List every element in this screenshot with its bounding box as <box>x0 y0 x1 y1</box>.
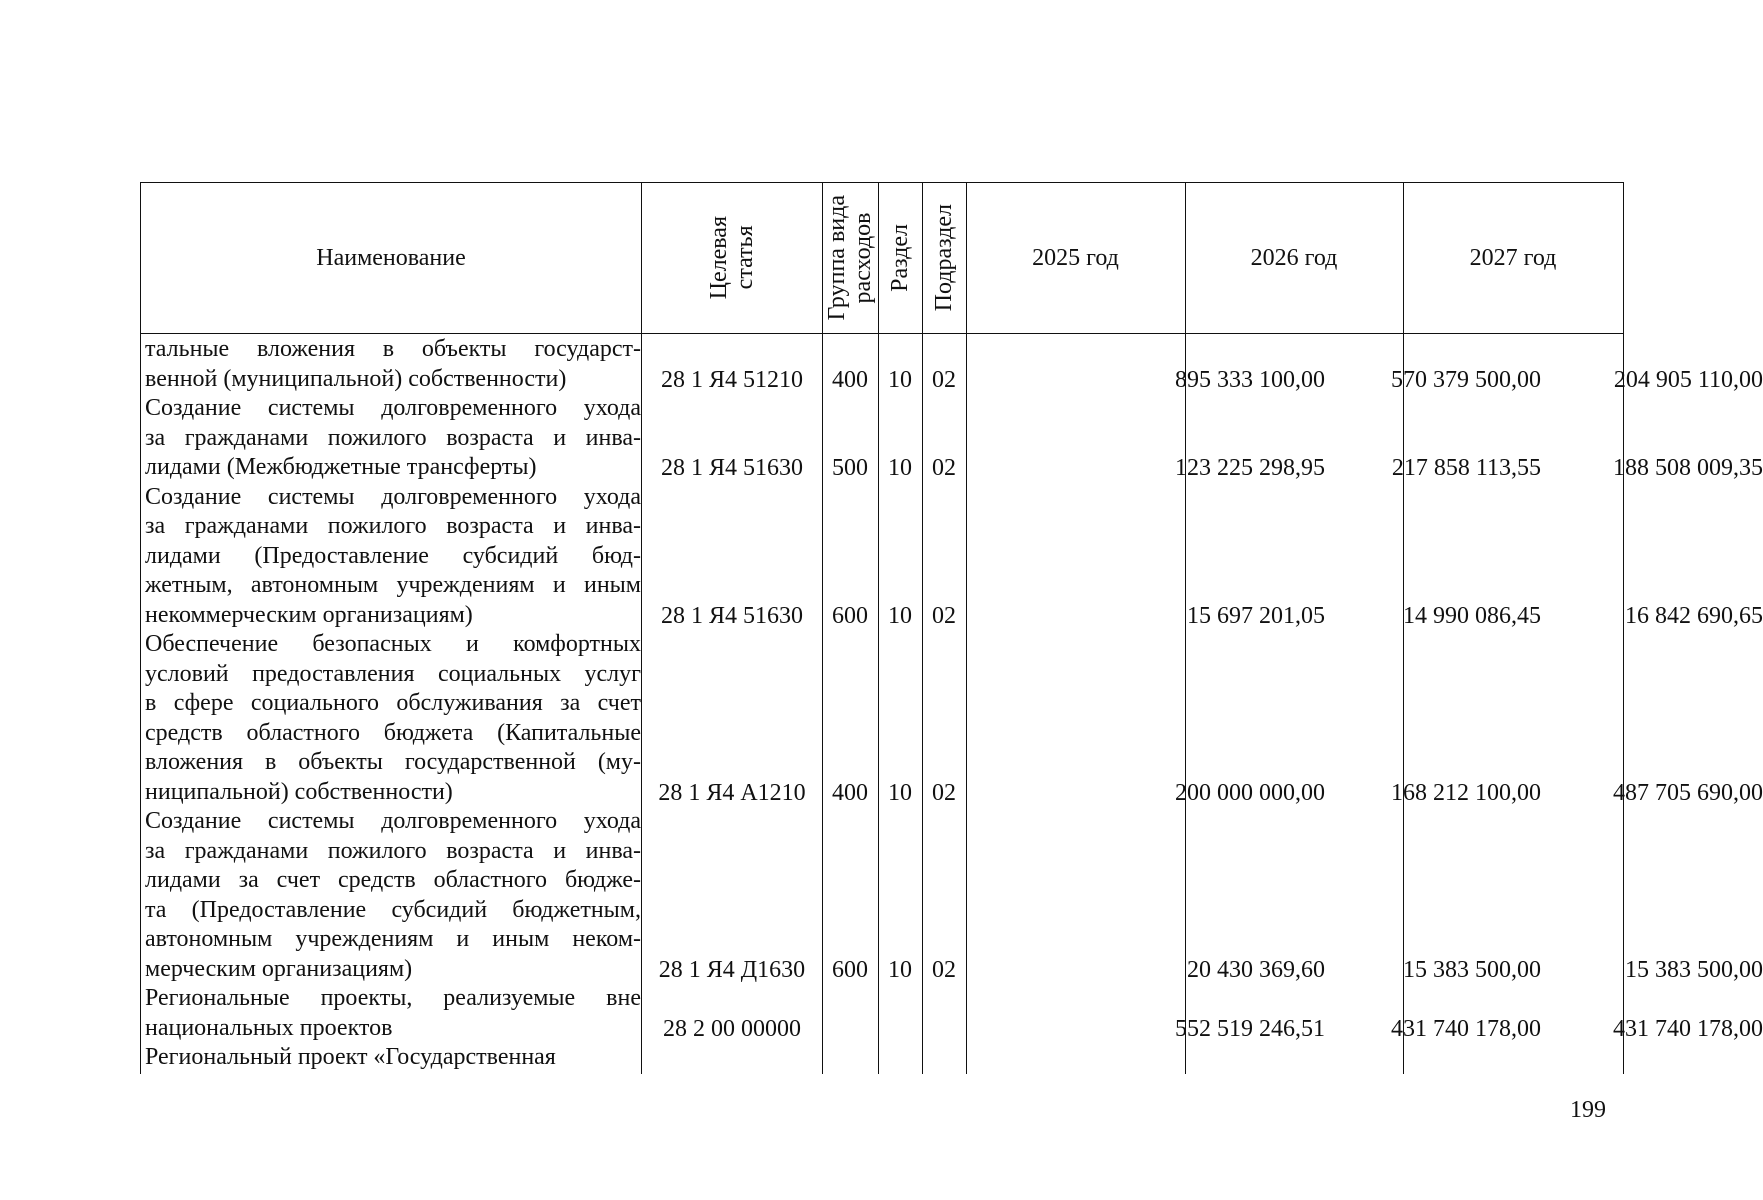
row-name-line: жетным, автономным учреждениям и иным <box>145 572 641 598</box>
row-name-line: некоммерческим организациям) <box>145 601 473 628</box>
header-divider <box>141 333 1623 334</box>
row-group: 500 <box>832 455 868 481</box>
table-row <box>141 335 1763 394</box>
row-name <box>145 394 641 483</box>
row-name <box>145 1043 641 1073</box>
row-name <box>145 483 641 631</box>
table-row <box>141 483 1763 631</box>
row-subsection: 02 <box>932 779 956 806</box>
row-section: 10 <box>888 956 912 983</box>
row-name-line: мерческим организациям) <box>145 955 413 982</box>
row-name-line: за гражданами пожилого возраста и инва- <box>145 513 641 539</box>
row-name-line: тальные вложения в объекты государст- <box>145 336 641 362</box>
header-subsection-label: Подраздел <box>931 204 957 312</box>
row-name <box>145 984 641 1043</box>
row-section: 10 <box>888 779 912 806</box>
row-name-line: венной (муниципальной) собственности) <box>145 365 567 392</box>
budget-table <box>140 182 1763 1074</box>
row-group: 600 <box>832 602 868 629</box>
row-name-line: лидами (Предоставление субсидий бюд- <box>145 542 641 569</box>
row-value-2025: 895 333 100,00 <box>1175 366 1325 393</box>
row-name-line: лидами за счет средств областного бюдже- <box>145 867 641 893</box>
row-section: 10 <box>888 366 912 393</box>
row-name-line: средств областного бюджета (Капитальные <box>145 719 641 746</box>
row-value-2027: 431 740 178,00 <box>1613 1015 1763 1042</box>
row-code: 28 1 Я4 51630 <box>660 455 803 481</box>
header-group <box>822 183 878 333</box>
row-code: 28 1 Я4 Д1630 <box>658 956 806 983</box>
row-subsection: 02 <box>932 455 956 481</box>
table-row <box>141 984 1763 1043</box>
row-code: 28 1 Я4 51630 <box>660 602 803 629</box>
header-2027 <box>1403 183 1623 333</box>
row-value-2025: 552 519 246,51 <box>1175 1015 1325 1042</box>
row-value-2026: 431 740 178,00 <box>1391 1015 1541 1042</box>
row-section: 10 <box>888 602 912 629</box>
row-value-2027: 204 905 110,00 <box>1613 366 1763 393</box>
row-name-line: за гражданами пожилого возраста и инва- <box>145 424 641 451</box>
row-name-line: лидами (Межбюджетные трансферты) <box>145 454 537 480</box>
table-row <box>141 807 1763 984</box>
row-name-line: Создание системы долговременного ухода <box>145 395 641 421</box>
row-name-line: та (Предоставление субсидий бюджетным, <box>145 896 641 923</box>
row-value-2026: 570 379 500,00 <box>1391 366 1541 393</box>
row-name-line: Региональный проект «Государственная <box>145 1044 556 1070</box>
header-2025 <box>966 183 1185 333</box>
row-value-2026: 15 383 500,00 <box>1403 956 1541 983</box>
row-code: 28 1 Я4 51210 <box>660 366 803 393</box>
row-code: 28 2 00 00000 <box>663 1015 801 1042</box>
row-group: 600 <box>832 956 868 983</box>
table-row <box>141 630 1763 807</box>
table-row <box>141 1043 1623 1073</box>
page-number: 199 <box>1570 1097 1606 1123</box>
row-name <box>145 630 641 807</box>
row-value-2027: 16 842 690,65 <box>1625 602 1763 629</box>
row-value-2025: 123 225 298,95 <box>1175 455 1325 481</box>
row-name-line: Обеспечение безопасных и комфортных <box>145 631 641 657</box>
row-value-2026: 168 212 100,00 <box>1391 779 1541 806</box>
row-value-2025: 15 697 201,05 <box>1187 602 1325 629</box>
row-group: 400 <box>832 366 868 393</box>
row-value-2025: 200 000 000,00 <box>1175 779 1325 806</box>
row-value-2026: 14 990 086,45 <box>1403 602 1541 629</box>
header-2026 <box>1185 183 1403 333</box>
row-name-line: Региональные проекты, реализуемые вне <box>145 985 641 1011</box>
row-name-line: ниципальной) собственности) <box>145 778 453 805</box>
row-name-line: за гражданами пожилого возраста и инва- <box>145 837 641 864</box>
row-name-line: Создание системы долговременного ухода <box>145 483 641 510</box>
row-name <box>145 807 641 984</box>
header-group-label: Группа вида расходов <box>824 195 876 321</box>
row-subsection: 02 <box>932 956 956 983</box>
row-subsection: 02 <box>932 602 956 629</box>
row-section: 10 <box>888 455 912 481</box>
row-value-2027: 188 508 009,35 <box>1613 455 1763 481</box>
row-value-2025: 20 430 369,60 <box>1187 956 1325 983</box>
header-name-label: Наименование <box>316 244 466 271</box>
header-code <box>641 183 822 333</box>
header-subsection <box>922 183 966 333</box>
header-name <box>141 183 641 333</box>
table-row <box>141 394 1763 483</box>
row-name-line: в сфере социального обслуживания за счет <box>145 690 641 716</box>
header-code-label: Целевая статья <box>705 216 758 300</box>
row-name-line: вложения в объекты государственной (му- <box>145 749 641 775</box>
row-code: 28 1 Я4 А1210 <box>658 779 806 806</box>
row-name-line: Создание системы долговременного ухода <box>145 808 641 834</box>
header-2026-label: 2026 год <box>1250 244 1338 271</box>
header-2027-label: 2027 год <box>1469 244 1557 271</box>
row-name <box>145 335 641 394</box>
row-value-2026: 217 858 113,55 <box>1391 455 1541 481</box>
row-name-line: автономным учреждениям и иным неком- <box>145 926 641 952</box>
row-group: 400 <box>832 779 868 806</box>
header-section-label: Раздел <box>887 224 913 292</box>
row-subsection: 02 <box>932 366 956 393</box>
header-2025-label: 2025 год <box>1032 244 1119 271</box>
row-name-line: условий предоставления социальных услуг <box>145 660 641 687</box>
row-name-line: национальных проектов <box>145 1014 393 1041</box>
row-value-2027: 487 705 690,00 <box>1613 779 1763 806</box>
header-section <box>878 183 922 333</box>
row-value-2027: 15 383 500,00 <box>1625 956 1763 983</box>
